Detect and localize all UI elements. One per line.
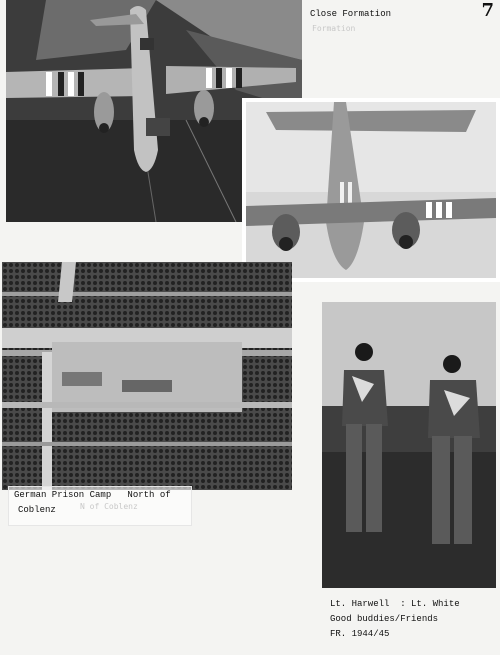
two-airmen-photo	[322, 302, 496, 588]
prison-camp-caption-line1: German Prison Camp North of	[14, 490, 171, 500]
close-formation-faint-text: Formation	[312, 24, 356, 33]
bomber-underside-photo	[242, 98, 500, 282]
prison-camp-caption-line2: Coblenz	[18, 505, 56, 515]
crew-caption-line2: Good buddies/Friends	[330, 614, 439, 624]
close-formation-caption: Close Formation	[310, 9, 392, 19]
crew-caption-line1: Lt. Harwell : Lt. White	[330, 599, 460, 609]
prison-camp-faint-text: N of Coblenz	[80, 502, 138, 511]
prison-camp-aerial-photo	[2, 262, 292, 490]
page-number: 7	[481, 0, 494, 21]
crew-caption-line3: FR. 1944/45	[330, 629, 390, 639]
